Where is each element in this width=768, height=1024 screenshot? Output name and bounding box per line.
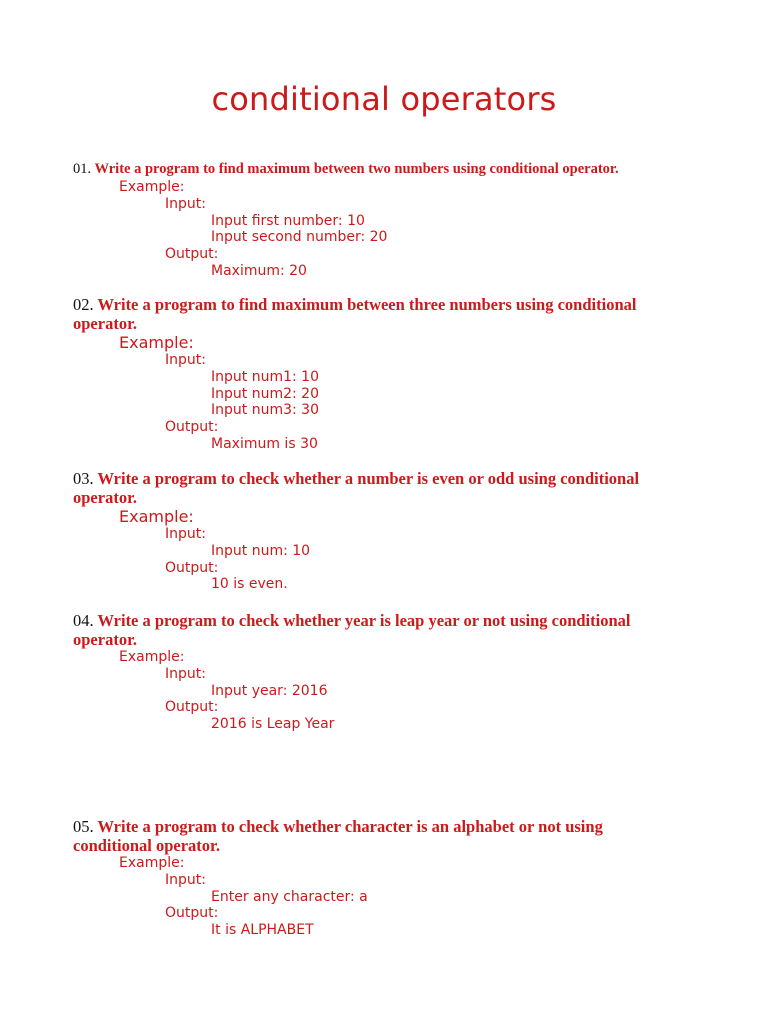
input-line: Input first number: 10 [211, 212, 365, 229]
question-2 [73, 295, 693, 453]
question-heading [73, 160, 693, 179]
question-text: Write a program to find maximum between two numbers using conditional operator. [94, 161, 619, 177]
example-label: Example: [119, 855, 185, 871]
input-label: Input: [165, 665, 206, 682]
output-label: Output: [165, 559, 219, 576]
question-text-continued: operator. [73, 488, 138, 507]
question-heading [73, 295, 693, 314]
question-text: Write a program to find maximum between three numbers using conditional [97, 295, 637, 314]
output-label: Output: [165, 419, 219, 436]
question-text: Write a program to check whether a number is even or odd using conditional [97, 469, 640, 488]
question-text: Write a program to check whether year is leap year or not using conditional [97, 611, 631, 630]
question-number: 02. [73, 295, 94, 314]
input-line: Input year: 2016 [211, 682, 328, 699]
input-line: Input num1: 10 [211, 368, 319, 385]
output-label: Output: [165, 246, 219, 263]
question-3 [73, 469, 693, 593]
question-number: 04. [73, 611, 94, 630]
output-label: Output: [165, 699, 219, 716]
question-text-continued: operator. [73, 314, 138, 333]
question-text-continued: conditional operator. [73, 836, 220, 855]
question-text-continued: operator. [73, 630, 138, 649]
input-label: Input: [165, 871, 206, 888]
question-5 [73, 817, 693, 939]
input-label: Input: [165, 526, 206, 542]
question-4 [73, 611, 693, 733]
question-heading [73, 611, 693, 630]
output-line: 10 is even. [211, 576, 288, 593]
input-line: Input second number: 20 [211, 229, 388, 246]
input-line: Input num2: 20 [211, 385, 319, 402]
input-line: Enter any character: a [211, 888, 368, 905]
input-line: Input num: 10 [211, 542, 311, 559]
input-line: Input num3: 30 [211, 402, 319, 419]
question-number: 03. [73, 469, 94, 488]
question-text: Write a program to check whether character is an alphabet or not using [97, 817, 603, 836]
question-1 [73, 160, 693, 280]
output-label: Output: [165, 905, 219, 922]
output-line: 2016 is Leap Year [211, 716, 335, 733]
question-heading [73, 469, 693, 488]
output-line: Maximum: 20 [211, 262, 307, 279]
output-line: It is ALPHABET [211, 922, 314, 939]
page-title: conditional operators [211, 80, 557, 118]
question-number: 05. [73, 817, 94, 836]
example-label: Example: [119, 179, 185, 195]
output-line: Maximum is 30 [211, 435, 318, 452]
question-heading [73, 817, 693, 836]
example-label: Example: [119, 507, 194, 526]
input-label: Input: [165, 352, 206, 368]
example-label: Example: [119, 333, 194, 352]
question-number: 01. [73, 161, 92, 177]
example-label: Example: [119, 649, 185, 665]
input-label: Input: [165, 195, 206, 212]
